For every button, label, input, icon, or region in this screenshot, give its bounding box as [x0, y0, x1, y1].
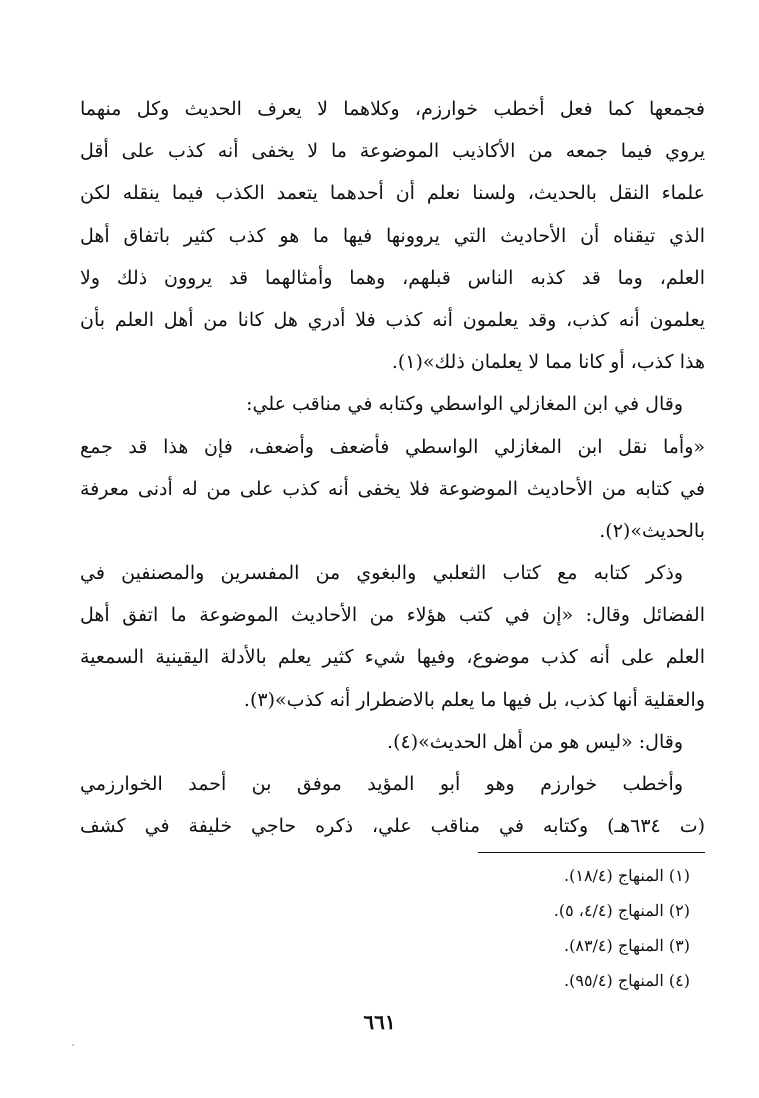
text-line-3: علماء النقل بالحديث، ولسنا نعلم أن أحدهما يتعمد الكذب فيما ينقله لكن	[80, 182, 705, 205]
footnote-4: (٤) المنهاج (٩٥/٤).	[564, 971, 690, 990]
text-line-10: في كتابه من الأحاديث الموضوعة فلا يخفى أنه كذب على من له أدنى معرفة	[80, 477, 705, 500]
text-line-18: (ت ٦٣٤هـ) وكتابه في مناقب علي، ذكره حاجي خليفة في كشف	[80, 815, 705, 838]
text-line-6: يعلمون أنه كذب، وقد يعلمون أنه كذب فلا أدري هل كانا من أهل العلم بأن	[80, 308, 705, 331]
text-line-5: العلم، وما قد كذبه الناس قبلهم، وهما وأمثالهما قد يروون ذلك ولا	[80, 266, 705, 289]
text-line-2: يروي فيما جمعه من الأكاذيب الموضوعة ما لا يخفى أنه كذب على أقل	[80, 140, 705, 163]
footnotes-block	[300, 858, 690, 998]
page-number: ٦٦١	[363, 1010, 396, 1034]
text-line-15: والعقلية أنها كذب، بل فيها ما يعلم بالاضطرار أنه كذب»(٣).	[243, 688, 705, 711]
footnote-2: (٢) المنهاج (٤/٤، ٥).	[553, 901, 690, 920]
text-line-14: العلم على أنه كذب موضوع، وفيها شيء كثير يعلم بالأدلة اليقينية السمعية	[80, 646, 705, 669]
scan-speck	[72, 1044, 74, 1046]
text-line-8: وقال في ابن المغازلي الواسطي وكتابه في مناقب علي:	[246, 393, 683, 416]
text-line-12: وذكر كتابه مع كتاب الثعلبي والبغوي من المفسرين والمصنفين في	[80, 562, 683, 585]
text-line-1: فجمعها كما فعل أخطب خوارزم، وكلاهما لا يعرف الحديث وكل منهما	[80, 98, 705, 120]
text-line-9: «وأما نقل ابن المغازلي الواسطي فأضعف وأضعف، فإن هذا قد جمع	[80, 435, 705, 458]
footnote-1: (١) المنهاج (١٨/٤).	[564, 866, 690, 885]
text-line-7: هذا كذب، أو كانا مما لا يعلمان ذلك»(١).	[391, 351, 705, 374]
text-line-13: الفضائل وقال: «إن في كتب هؤلاء من الأحاديث الموضوعة ما اتفق أهل	[80, 604, 705, 627]
text-line-17: وأخطب خوارزم وهو أبو المؤيد موفق بن أحمد الخوارزمي	[80, 773, 683, 795]
main-text-block	[80, 88, 705, 847]
text-line-16: وقال: «ليس هو من أهل الحديث»(٤).	[387, 730, 683, 753]
text-line-11: بالحديث»(٢).	[599, 519, 705, 542]
text-line-4: الذي تيقناه أن الأحاديث التي يروونها فيها ما هو كذب كثير باتفاق أهل	[80, 224, 705, 247]
footnote-3: (٣) المنهاج (٨٣/٤).	[564, 936, 690, 955]
footnote-divider	[478, 852, 705, 853]
